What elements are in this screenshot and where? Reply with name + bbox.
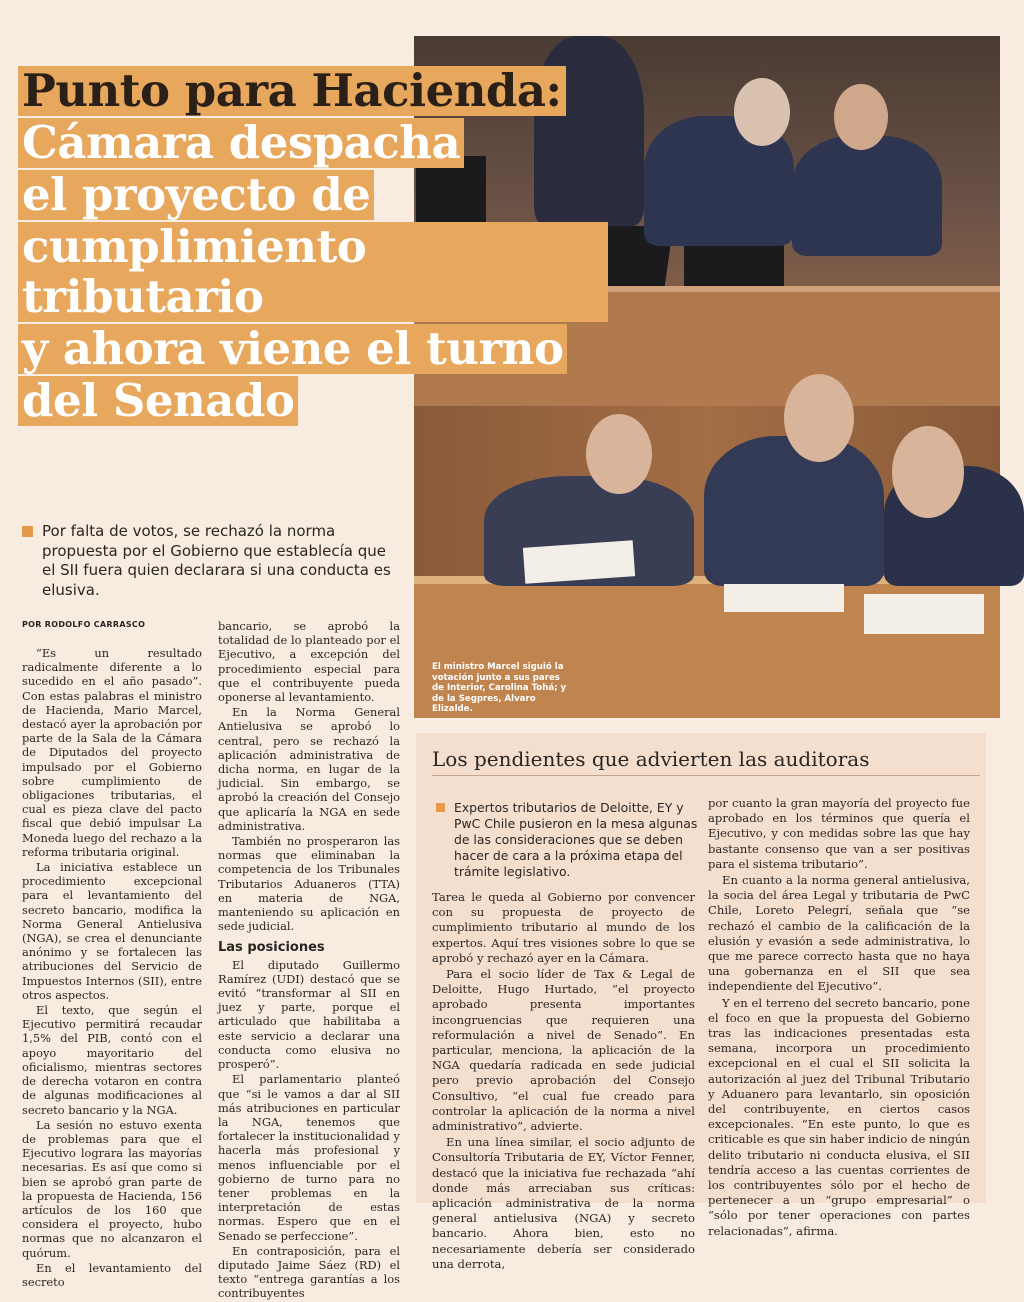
box-title: Los pendientes que advierten las auditoras: [432, 747, 870, 771]
paragraph: bancario, se aprobó la totalidad de lo planteado por el Ejecutivo, a excepción del procedimiento especial para que el contribuyente pueda oponerse al levantamiento.: [218, 619, 400, 705]
photo-person: [704, 436, 884, 586]
paragraph: “Es un resultado radicalmente diferente a lo sucedido en el año pasado”. Con estas palabras el ministro de Hacienda, Mario Marcel, destacó ayer la aprobación por parte de la Sala de la Cámara de Diputados del proyecto impulsado por el Gobierno sobre cumplimiento de obligaciones tributarias, el cual es pieza clave del pacto fiscal que debió impulsar La Moneda luego del rechazo a la reforma tributaria original.: [22, 646, 202, 859]
lead-paragraph: [22, 522, 400, 600]
paragraph: Y en el terreno del secreto bancario, pone el foco en que la propuesta del Gobierno tras las indicaciones presentadas esta semana, incorpora un procedimiento excepcional en el cual el SII solicita la autorización al juez del Tribunal Tributario y Aduanero para levantarlo, sin oposición del contribuyente, en ciertos casos excepcionales. “En este punto, lo que es criticable es que sin haber indicio de ningún delito tributario ni conducta elusiva, el SII tendría acceso a las cuentas corrientes de los contribuyentes sólo por el hecho de pertenecer a un “grupo empresarial” o “sólo por tener operaciones con partes relacionadas”, afirma.: [708, 995, 970, 1238]
paragraph: El parlamentario planteó que “si le vamos a dar al SII más atribuciones en particular la NGA, tenemos que fortalecer la institucionalidad y hacerla más profesional y menos influenciable por el gobierno de turno para no tener problemas en la interpretación de estas normas. Espero que en el Senado se perfeccione”.: [218, 1072, 400, 1243]
headline-line: Punto para Hacienda:: [18, 66, 566, 116]
photo-paper: [864, 594, 984, 634]
paragraph: En contraposición, para el diputado Jaime Sáez (RD) el texto “entrega garantías a los contribuyentes: [218, 1243, 400, 1301]
headline: [18, 66, 608, 428]
paragraph: Para el socio líder de Tax & Legal de Deloitte, Hugo Hurtado, “el proyecto aprobado presenta importantes incongruencias que requieren una reformulación a nivel de Senado”. En particular, menciona, la aplicación de la NGA quedaría radicada en sede judicial pero previo aprobación del Consejo Consultivo, “el cual fue creado para controlar la aplicación de la norma a nivel administrativo”, advierte.: [432, 967, 695, 1134]
byline: POR RODOLFO CARRASCO: [22, 620, 146, 629]
bullet-square-icon: [22, 526, 33, 537]
bullet-square-icon: [436, 803, 445, 812]
article-column-1: [22, 646, 202, 1290]
paragraph: En una línea similar, el socio adjunto de Consultoría Tributaria de EY, Víctor Fenner, destacó que la iniciativa fue rechazada “ahí donde más arreciaban sus críticas: aplicación administrativa de la norma general antielusiva (NGA) y secreto bancario. Ahora bien, esto no necesariamente debería ser considerado una derrota,: [432, 1135, 695, 1271]
headline-line: cumplimiento tributario: [18, 222, 608, 322]
headline-line: y ahora viene el turno: [18, 324, 567, 374]
paragraph: En el levantamiento del secreto: [22, 1260, 202, 1289]
photo-person: [792, 136, 942, 256]
headline-line: el proyecto de: [18, 170, 374, 220]
subheading: Las posiciones: [218, 940, 325, 956]
box-column-2: [708, 796, 970, 1240]
paragraph: En la Norma General Antielusiva se aprobó lo central, pero se rechazó la aplicación administrativa de dicha norma, en lugar de la judicial. Sin embargo, se aprobó la creación del Consejo que aplicaría la NGA en sede administrativa.: [218, 705, 400, 833]
photo-head: [784, 374, 854, 462]
headline-line: Cámara despacha: [18, 118, 464, 168]
paragraph: La sesión no estuvo exenta de problemas para que el Ejecutivo lograra las mayorías necesarias. Es así que como si bien se aprobó gran parte de la propuesta de Hacienda, 156 artículos de los 160 que considera el proyecto, hubo normas que no alcanzaron el quórum.: [22, 1117, 202, 1260]
headline-line: del Senado: [18, 376, 298, 426]
photo-paper: [724, 584, 844, 612]
divider: [432, 775, 980, 776]
paragraph: Tarea le queda al Gobierno por convencer con su propuesta de proyecto de cumplimiento tributario al mundo de los expertos. Aquí tres visiones sobre lo que se aprobó y rechazó ayer en la Cámara.: [432, 890, 695, 965]
lead-text: Por falta de votos, se rechazó la norma propuesta por el Gobierno que establecía que el SII fuera quien declarara si una conducta es elusiva.: [42, 522, 391, 599]
paragraph: También no prosperaron las normas que eliminaban la competencia de los Tribunales Tributarios Aduaneros (TTA) en materia de NGA, manteniendo su aplicación en sede judicial.: [218, 834, 400, 934]
article-column-2: [218, 619, 400, 1302]
paragraph: El diputado Guillermo Ramírez (UDI) destacó que se evitó “transformar al SII en juez y parte, porque el articulado que habilitaba a este servicio a declarar una conducta como elusiva no prosperó”.: [218, 957, 400, 1072]
paragraph: En cuanto a la norma general antielusiva, la socia del área Legal y tributaria de PwC Chile, Loreto Pelegrí, señala que “se rechazó el cambio de la calificación de la elusión y evasión a sede administrativa, lo que me parece correcto hasta que no haya una gobernanza en el SII que sea independiente del Ejecutivo”.: [708, 873, 970, 994]
box-lead-text: Expertos tributarios de Deloitte, EY y PwC Chile pusieron en la mesa algunas de las consideraciones que se deben hacer de cara a la próxima etapa del trámite legislativo.: [454, 800, 698, 879]
box-column-1: [432, 890, 695, 1273]
photo-head: [892, 426, 964, 518]
photo-caption: El ministro Marcel siguió la votación junto a sus pares de Interior, Carolina Tohá; y de la Segpres, Alvaro Elizalde.: [432, 662, 567, 714]
paragraph: El texto, que según el Ejecutivo permitirá recaudar 1,5% del PIB, contó con el apoyo mayoritario del oficialismo, mientras sectores de derecha votaron en contra de algunas modificaciones al secreto bancario y la NGA.: [22, 1003, 202, 1117]
photo-head: [834, 84, 888, 150]
photo-paper: [523, 540, 635, 584]
paragraph: La iniciativa establece un procedimiento excepcional para el levantamiento del secreto bancario, modifica la Norma General Antielusiva (NGA), se crea el denunciante anónimo y se fortalecen las atribuciones del Servicio de Impuestos Internos (SII), entre otros aspectos.: [22, 860, 202, 1002]
box-lead: [436, 800, 698, 880]
photo-head: [734, 78, 790, 146]
paragraph: por cuanto la gran mayoría del proyecto fue aprobado en los términos que quería el Ejecutivo, y con medidas sobre las que hay bastante consenso que van a ser positivas para el sistema tributario”.: [708, 796, 970, 871]
